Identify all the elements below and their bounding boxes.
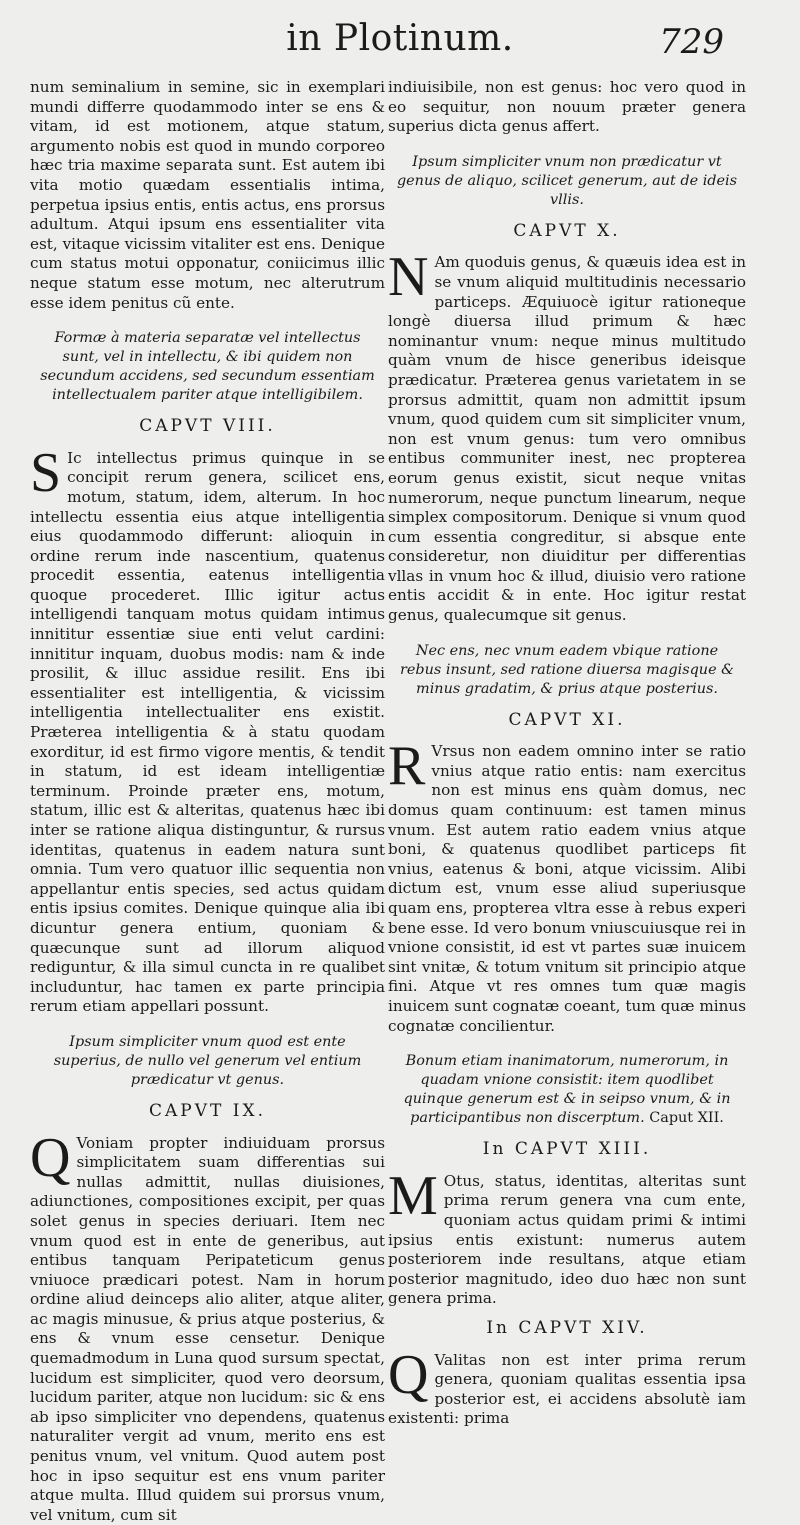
chapter-text <box>388 1343 746 1429</box>
drop-cap: R <box>388 735 426 798</box>
chapter-heading: In CAPVT XIII. <box>482 1139 652 1160</box>
chapter-summary: Nec ens, nec vnum eadem vbique ratione rebus insunt, sed ratione diuersa magisque & minus gradatim, & prius atque posterius. <box>400 642 734 697</box>
chapter-heading: CAPVT XI. <box>508 709 626 730</box>
drop-cap: Q <box>388 1343 429 1406</box>
page-number: 729 <box>659 22 724 62</box>
summary-text: Bonum etiam inanimatorum, numerorum, in quadam vnione consistit: item quodlibet quinque generum est & in seipso vnum, & in participantibus non discerptum. <box>403 1053 731 1127</box>
right-column <box>388 78 746 1429</box>
drop-cap: Q <box>30 1126 71 1189</box>
chapter-body: Voniam propter indiuiduam prorsus simplicitatem suam differentias sui nullas admittit, nullas diuisiones, adiunctiones, compositiones excipit, per quas solet genus in species deriuari. Item nec vnum quod est in ente de generibus, aut entibus tanquam Peripateticum genus vniuoce prædicari potest. Nam in horum ordine aliud deinceps alio aliter, atque aliter, ac magis minusue, & prius atque posterius, & ens & vnum esse censetur. Denique quemadmodum in Luna quod sursum spectat, lucidum est simpliciter, quod vero deorsum, lucidum pariter, atque non lucidum: sic & ens ab ipso simpliciter vno dependens, quatenus naturaliter vergit ad vnum, merito ens est penitus vnum, vel vnitum. Quod autem post hoc in ipso sequitur est ens vnum pariter atque multa. Illud quidem sui prorsus vnum, vel vnitum, cum sit <box>30 1133 385 1524</box>
left-column <box>30 78 385 1525</box>
drop-cap: M <box>388 1164 438 1227</box>
chapter-text <box>30 1126 385 1525</box>
chapter-heading: CAPVT VIII. <box>139 416 276 437</box>
chapter-summary: Ipsum simpliciter vnum non prædicatur vt genus de aliquo, scilicet generum, aut de ideis vllis. <box>396 153 738 208</box>
running-title: in Plotinum. <box>286 18 514 59</box>
chapter-text <box>388 735 746 1036</box>
chapter-heading: CAPVT X. <box>513 220 621 241</box>
chapter-heading: In CAPVT XIV. <box>486 1317 648 1338</box>
continuation-paragraph: num seminalium in semine, sic in exemplari mundi differre quodammodo inter se ens & vitam, id est motionem, atque statum, argumento nobis est quod in mundo corporeo hæc tria maxime separata sunt. Est autem ibi vita motio quædam essentialis intima, perpetua ipsius entis, entis actus, ens prorsus adultum. Atqui ipsum ens essentialiter vita est, vitaque vicissim vitaliter est ens. Denique cum status motui opponatur, coniicimus illic neque statum esse motum, nec alterutrum esse idem penitus cũ ente. <box>30 78 385 312</box>
chapter-body: Valitas non est inter prima rerum genera, quoniam qualitas essentia ipsa posterior est, ei accidens absolutè iam existenti: prima <box>388 1350 746 1428</box>
chapter-text <box>388 246 746 625</box>
chapter-body: Otus, status, identitas, alteritas sunt prima rerum genera vna cum ente, quoniam actus quidam primi & intimi ipsius entis existunt: numerus autem posteriorem inde resultans, atque etiam posterior magnitudo, ideo duo hæc non sunt genera prima. <box>388 1171 746 1308</box>
continuation-paragraph: indiuisibile, non est genus: hoc vero quod in eo sequitur, non nouum præter genera superius dicta genus affert. <box>388 78 746 136</box>
chapter-summary: Ipsum simpliciter vnum quod est ente superius, de nullo vel generum vel entium prædicatur vt genus. <box>53 1033 362 1088</box>
chapter-body: Ic intellectus primus quinque in se concipit rerum genera, scilicet ens, motum, statum, idem, alterum. In hoc intellectu essentia eius atque intelligentia eius quodammodo differunt: alioquin in ordine rerum inde nascentium, quatenus procedit essentia, eatenus intelligentia quoque procederet. Illic igitur actus intelligendi tanquam motus quidam intimus innititur essentiæ siue enti velut cardini: innititur inquam, duobus modis: nam & inde prosilit, & illuc assidue resilit. Ens ibi essentialiter est intelligentia, & vicissim intelligentia intellectualiter ens existit. Præterea intelligentia & à statu quodam exorditur, id est firmo vigore mentis, & tendit in statum, id est ideam intelligentiæ terminum. Proinde præter ens, motum, statum, illic est & alteritas, quatenus hæc ibi inter se ratione aliqua distinguntur, & rursus identitas, quatenus in eadem natura sunt omnia. Tum vero quatuor illic sequentia non appellantur entis species, sed actus quidam entis ipsius comites. Denique quinque alia ibi dicuntur genera entium, quoniam & quæcunque sunt ad illorum aliquod rediguntur, & illa simul cuncta in re qualibet includuntur, hac tamen ex parte principia rerum etiam appellari possunt. <box>30 448 385 1016</box>
chapter-summary <box>396 1052 738 1128</box>
chapter-heading: CAPVT IX. <box>149 1100 266 1121</box>
chapter-body: Am quoduis genus, & quæuis idea est in se vnum aliquid multitudinis necessario particeps. Æquiuocè igitur rationeque longè diuersa illud primum & hæc nominantur vnum: neque minus multitudo quàm vnum de hisce generibus ideisque prædicatur. Præterea genus varietatem in se prorsus admittit, quam non admittit ipsum vnum, quod quidem cum sit simpliciter vnum, non est vnum genus: tum vero omnibus entibus communiter inest, nec propterea eorum genus existit, sicut neque vnitas numerorum, neque punctum linearum, neque simplex compositorum. Denique si vnum quod cum essentia congreditur, si absque ente consideretur, non diuiditur per differentias vllas in vnum hoc & illud, diuisio vero ratione entis accidit & in ente. Hoc igitur restat genus, qualecumque sit genus. <box>388 253 746 625</box>
drop-cap: N <box>388 246 429 309</box>
chapter-text <box>30 441 385 1017</box>
chapter-text <box>388 1164 746 1309</box>
chapter-summary: Formæ à materia separatæ vel intellectus sunt, vel in intellectu, & ibi quidem non secundum accidens, sed secundum essentiam intellectualem pariter atque intelligibilem. <box>40 330 375 404</box>
drop-cap: S <box>30 441 62 504</box>
inline-chapter-label: Caput XII. <box>649 1110 724 1127</box>
chapter-body: Vrsus non eadem omnino inter se ratio vnius atque ratio entis: nam exercitus non est minus ens quàm domus, nec domus quam continuum: est tamen minus vnum. Est autem ratio eadem vnius atque boni, & quatenus quodlibet particeps fit vnius, eatenus & boni, atque vicissim. Alibi dictum est, vnum esse aliud superiusque quam ens, propterea vltra esse à rebus experi bene esse. Id vero bonum vniuscuiusque rei in vnione consistit, id est vt partes suæ inuicem sint vnitæ, & totum vnitum sit principio atque fini. Atque vt res omnes tum quæ magis inuicem sunt cognatæ coeant, tum quæ minus cognatæ concilientur. <box>388 742 746 1035</box>
